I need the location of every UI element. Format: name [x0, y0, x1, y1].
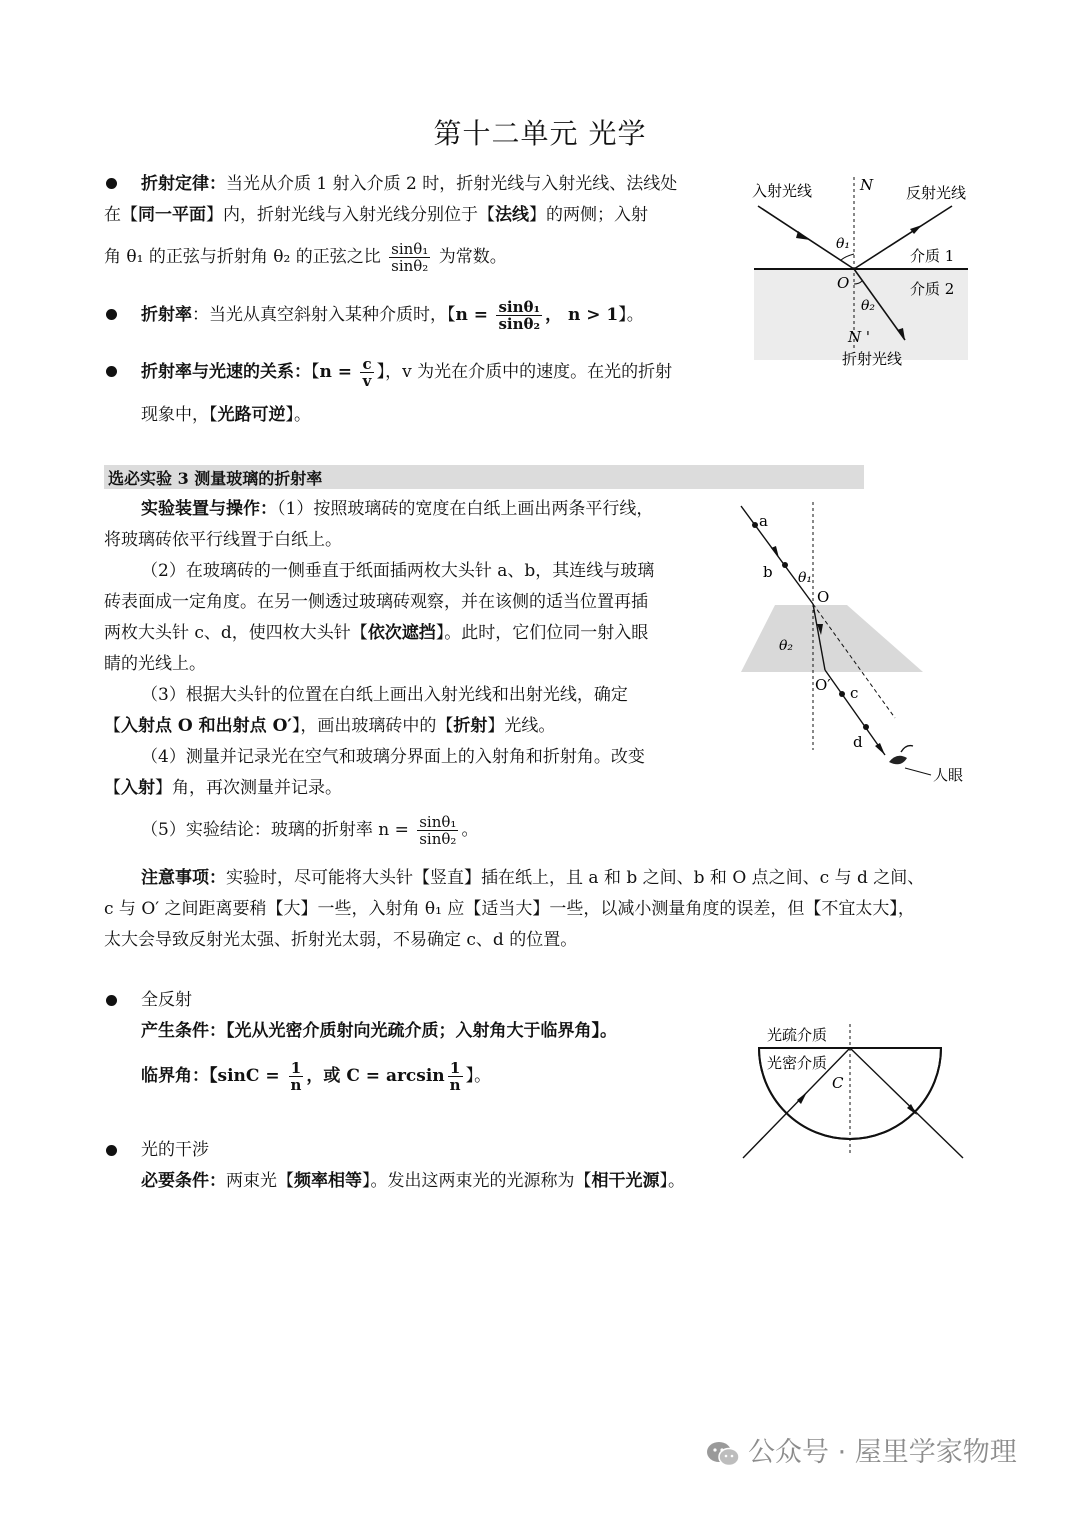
exp-p2-line2: [104, 590, 648, 614]
text: c 与 O′ 之间距离要稍【大】一些，入射角 θ₁ 应【适当大】一些，以减小测量角度的误差，但【不宜太大】，: [104, 899, 915, 919]
section-header: [104, 465, 864, 489]
exp-p4-line1: [141, 745, 645, 769]
denominator: n: [449, 1076, 461, 1094]
refractive-index-label: 折射率: [141, 305, 192, 325]
denominator: sinθ₂: [419, 830, 457, 848]
critical-angle-symbol: C: [832, 1074, 844, 1092]
bullet: [106, 995, 117, 1006]
refracted-ray-label: 折射光线: [842, 350, 903, 368]
critical-angle-line: [141, 1054, 491, 1098]
theta1-label: θ₁: [798, 570, 813, 586]
text: （2）在玻璃砖的一侧垂直于纸面插两枚大头针 a、b，其连线与玻璃: [141, 561, 655, 581]
notes-label: 注意事项：: [141, 868, 226, 888]
refraction-law-line1: [141, 172, 677, 196]
exp-p3-line2: [104, 714, 555, 738]
text: 】，: [376, 362, 403, 382]
text: 】的两侧；入射: [529, 205, 648, 225]
sparse-medium-label: 光疏介质: [767, 1026, 828, 1044]
text: 砖表面成一定角度。在另一侧透过玻璃砖观察，并在该侧的适当位置再插: [104, 592, 648, 612]
refractive-index-line: [141, 293, 644, 337]
text: 】。: [618, 305, 644, 325]
denominator: n: [290, 1076, 302, 1094]
medium1-label: 介质 1: [910, 247, 955, 265]
text: 角 θ₁ 的正弦与折射角 θ₂ 的正弦之比: [104, 247, 381, 267]
theta2-label: θ₂: [779, 638, 794, 654]
text: 【: [104, 716, 121, 736]
denominator: sinθ₂: [498, 315, 541, 333]
interference-heading: 光的干涉: [141, 1140, 209, 1160]
pin-d-label: d: [853, 733, 863, 751]
text: 两束光【: [226, 1171, 294, 1191]
text: （4）测量并记录光在空气和玻璃分界面上的入射角和折射角。改变: [141, 747, 645, 767]
page-title: 第十二单元 光学: [433, 117, 647, 150]
speed-relation-line: [141, 350, 672, 394]
numerator: sinθ₁: [498, 297, 541, 316]
keyword: 入射点 O 和出射点 O′: [121, 716, 292, 736]
text: 睛的光线上。: [104, 654, 206, 674]
bullet: [106, 1145, 117, 1156]
incident-ray-label: 入射光线: [752, 182, 813, 200]
refraction-law-line2: [104, 203, 648, 227]
critical-angle-label: 临界角：: [141, 1066, 209, 1086]
formula: 【sinC =: [209, 1066, 280, 1086]
refraction-law-label: 折射定律：: [141, 174, 226, 194]
keyword: 依次遮挡: [367, 623, 436, 643]
section-title: 选必实验 3 测量玻璃的折射率: [108, 469, 323, 488]
keyword: 折射: [453, 716, 488, 736]
exp-p5-line: [141, 808, 478, 852]
text: 。: [461, 820, 479, 840]
text: （5）实验结论：玻璃的折射率 n =: [141, 820, 409, 840]
point-o-label: O: [837, 274, 850, 292]
exp-p4-line2: [104, 776, 342, 800]
numerator: sinθ₁: [419, 812, 457, 831]
numerator: 1: [289, 1060, 304, 1078]
text: 实验时，尽可能将大头针【竖直】插在纸上，且 a 和 b 之间、b 和 O 点之间、c 与 d 之间、: [226, 868, 925, 888]
text: 【: [104, 778, 121, 798]
exp-p2-line3: [104, 621, 648, 645]
text: 】光线。: [487, 716, 556, 736]
text: 】，画出玻璃砖中的【: [291, 716, 454, 736]
formula: ，或 C = arcsin: [306, 1066, 445, 1086]
bullet: [106, 309, 117, 320]
text: 当光从介质 1 射入介质 2 时，折射光线与入射光线、法线处: [226, 174, 678, 194]
normal-label: N: [860, 176, 874, 194]
fraction: [289, 1060, 304, 1094]
denominator: v: [362, 372, 372, 390]
refraction-diagram: [740, 172, 990, 372]
interference-label: 必要条件：: [141, 1171, 226, 1191]
footer-text: 公众号 · 屋里学家物理: [748, 1437, 1017, 1468]
text: 】内，折射光线与入射光线分别位于【: [206, 205, 495, 225]
total-reflection-heading: 全反射: [141, 990, 192, 1010]
formula: ， n > 1: [545, 305, 619, 325]
refraction-law-line3: [104, 235, 507, 279]
formula: n =: [455, 305, 489, 325]
fraction: [448, 1060, 463, 1094]
wechat-icon: [706, 1440, 740, 1468]
formula: n =: [319, 362, 353, 382]
theta2-label: θ₂: [861, 298, 876, 314]
exp-p2-line4: [104, 652, 206, 676]
pin-c-label: c: [850, 684, 859, 702]
text: 【: [311, 362, 320, 382]
speed-relation-label: 折射率与光速的关系：: [141, 362, 311, 382]
keyword: 频率相等: [294, 1171, 362, 1191]
numerator: c: [362, 354, 372, 373]
bullet: [106, 366, 117, 377]
notes-line3: [104, 928, 577, 952]
condition-text: 【光从光密介质射向光疏介质；入射角大于临界角】。: [226, 1021, 617, 1041]
text: 】。: [285, 405, 311, 425]
notes-line1: [141, 866, 924, 890]
total-reflection-condition: [141, 1019, 617, 1043]
text: 在【: [104, 205, 138, 225]
keyword: 相干光源: [591, 1171, 660, 1191]
dense-medium-label: 光密介质: [767, 1054, 828, 1072]
text: （1）按照玻璃砖的宽度在白纸上画出两条平行线，: [277, 499, 654, 519]
keyword: 法线: [495, 205, 529, 225]
exp-p1-line2: [104, 528, 342, 552]
fraction: [417, 814, 458, 848]
eye-label: 人眼: [933, 766, 964, 784]
medium2-label: 介质 2: [910, 280, 955, 298]
fraction: [389, 241, 430, 275]
normal-prime-label: N ': [848, 328, 871, 346]
text: 】。: [465, 1066, 492, 1086]
speed-relation-line2: [141, 403, 311, 427]
numerator: sinθ₁: [391, 239, 429, 258]
fraction: [360, 356, 373, 390]
text: 将玻璃砖依平行线置于白纸上。: [104, 530, 342, 550]
exp-p2-line1: [141, 559, 654, 583]
text: 现象中，【: [141, 405, 218, 425]
exp-p1-line1: [141, 497, 653, 521]
keyword: 同一平面: [138, 205, 206, 225]
exp-p3-line1: [141, 683, 628, 707]
text: 】角，再次测量并记录。: [155, 778, 342, 798]
text: 太大会导致反射光太强、折射光太弱，不易确定 c、d 的位置。: [104, 930, 578, 950]
text: 为常数。: [438, 247, 507, 267]
experiment-label: 实验装置与操作：: [141, 499, 277, 519]
footer-watermark: [706, 1430, 1017, 1469]
reflected-ray-label: 反射光线: [906, 184, 967, 202]
text: 】。此时，它们位同一射入眼: [435, 623, 649, 643]
point-o-label: O: [817, 588, 830, 606]
text: ：当光从真空斜射入某种介质时，【: [192, 305, 456, 325]
keyword: 入射: [121, 778, 155, 798]
bullet: [106, 178, 117, 189]
keyword: 光路可逆: [217, 405, 286, 425]
fraction: [496, 299, 542, 333]
text: 】。发出这两束光的光源称为【: [362, 1171, 592, 1191]
text: 两枚大头针 c、d，使四枚大头针【: [104, 623, 368, 643]
text: （3）根据大头针的位置在白纸上画出入射光线和出射光线，确定: [141, 685, 628, 705]
glass-brick-diagram: [735, 500, 975, 790]
numerator: 1: [448, 1060, 463, 1078]
interference-line: [141, 1169, 685, 1193]
total-reflection-diagram: [735, 1020, 975, 1165]
notes-line2: [104, 897, 915, 921]
theta1-label: θ₁: [836, 236, 851, 252]
condition-label: 产生条件：: [141, 1021, 226, 1041]
text: 】。: [659, 1171, 685, 1191]
text: v 为光在介质中的速度。在光的折射: [402, 362, 673, 382]
point-o-prime-label: O′: [815, 676, 831, 694]
denominator: sinθ₂: [391, 257, 429, 275]
pin-a-label: a: [759, 512, 768, 530]
pin-b-label: b: [763, 563, 773, 581]
